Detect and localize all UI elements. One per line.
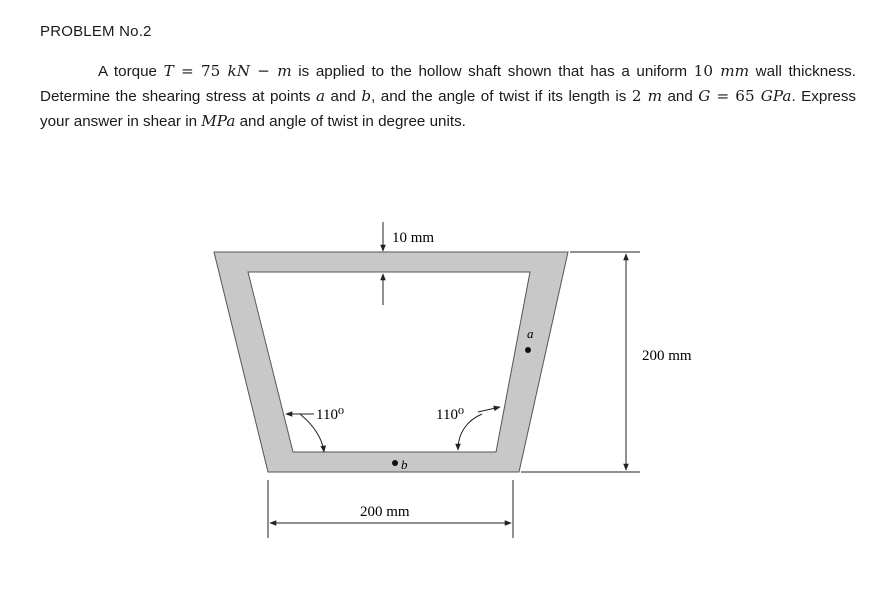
text-run: . Express your answer in shear in	[40, 88, 857, 130]
text-run: and angle of twist in degree units.	[235, 113, 466, 130]
text-run: is applied to the hollow shaft shown that has a uniform	[291, 63, 694, 80]
symbol-torque: T	[163, 62, 174, 80]
text-run: wall thickness. Determine the shearing stress at points	[40, 63, 856, 105]
unit-m: m	[277, 62, 292, 80]
point-b-dot	[392, 460, 398, 466]
height-label: 200 mm	[642, 348, 692, 364]
point-a-label: a	[527, 326, 534, 341]
symbol-point-b: b	[361, 87, 372, 105]
unit-m: m	[647, 87, 662, 105]
point-a-dot	[525, 347, 531, 353]
wall-thickness-value: 10	[693, 62, 721, 80]
symbol-shear-modulus: G	[698, 87, 711, 105]
angle-label-right: 110⁰	[436, 407, 464, 423]
unit-gpa: GPa	[760, 87, 792, 105]
equals-sign: =	[173, 62, 201, 80]
thickness-label: 10 mm	[392, 230, 435, 246]
unit-mpa: MPa	[201, 112, 236, 130]
angle-label-left: 110⁰	[316, 407, 344, 423]
bottom-width-label: 200 mm	[360, 504, 410, 520]
symbol-point-a: a	[315, 87, 326, 105]
text-run: and	[325, 88, 362, 105]
hollow-shaft-wall	[214, 252, 568, 472]
length-value: 2	[631, 87, 648, 105]
angle-ref-line-right	[478, 407, 500, 412]
torque-value: 75	[200, 62, 228, 80]
shear-modulus-value: 65	[735, 87, 761, 105]
problem-heading: PROBLEM No.2	[40, 23, 152, 40]
text-run: , and the angle of twist if its length is	[371, 88, 632, 105]
unit-mm: mm	[720, 62, 750, 80]
minus-sign: −	[250, 62, 278, 80]
text-run: A torque	[98, 63, 164, 80]
unit-kn: kN	[227, 62, 251, 80]
point-b-label: b	[401, 457, 408, 472]
text-run: and	[661, 88, 699, 105]
equals-sign: =	[710, 87, 736, 105]
